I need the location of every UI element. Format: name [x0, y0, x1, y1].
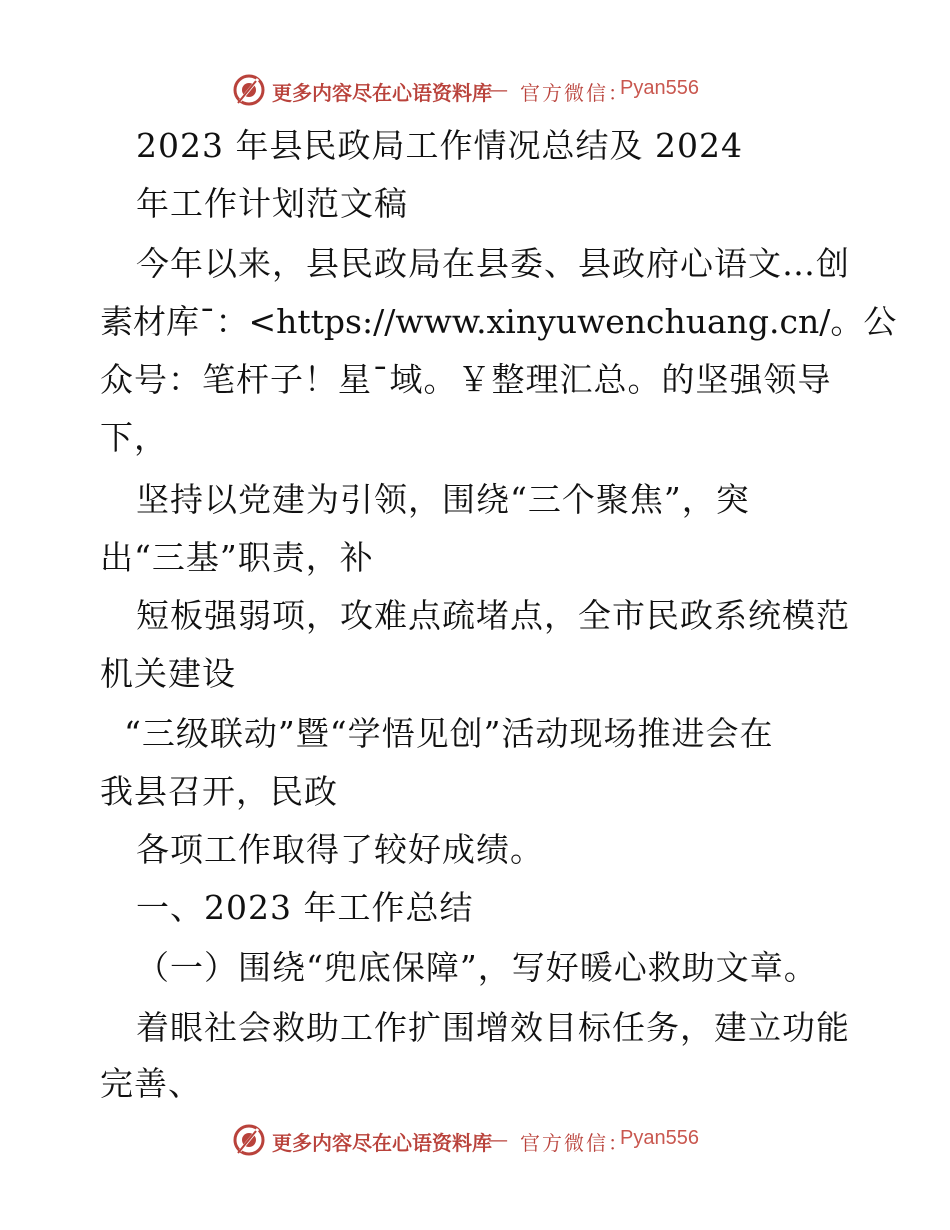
- body-line: 坚持以党建为引领，围绕“三个聚焦”，突: [136, 480, 750, 519]
- subsection-heading: （一）围绕“兜底保障”，写好暖心救助文章。: [136, 948, 818, 987]
- title-line-2: 年工作计划范文稿: [136, 184, 408, 223]
- body-line: 素材库¯：<https://www.xinyuwenchuang.cn/。公: [100, 302, 897, 341]
- body-line: 着眼社会救助工作扩围增效目标任务，建立功能: [136, 1008, 850, 1047]
- watermark-banner-top: [0, 70, 950, 110]
- watermark-separator: —: [488, 1127, 508, 1151]
- watermark-text: 更多内容尽在心语资料库: [272, 1131, 492, 1155]
- body-line: “三级联动”暨“学悟见创”活动现场推进会在: [124, 714, 774, 753]
- section-heading: 一、2023 年工作总结: [136, 888, 474, 927]
- body-line: 众号：笔杆子！星¯域。￥整理汇总。的坚强领导: [100, 360, 832, 399]
- body-line: 完善、: [100, 1064, 202, 1103]
- body-line: 我县召开，民政: [100, 772, 338, 811]
- watermark-banner-bottom: [0, 1120, 950, 1160]
- title-line-1: 2023 年县民政局工作情况总结及 2024: [136, 126, 743, 165]
- watermark-label: 官方微信：: [520, 81, 630, 105]
- body-line: 各项工作取得了较好成绩。: [136, 830, 544, 869]
- watermark-separator: —: [488, 77, 508, 101]
- pen-logo-icon: [232, 73, 266, 107]
- body-line: 出“三基”职责，补: [100, 538, 374, 577]
- watermark-wechat-id: Pyan556: [620, 1127, 699, 1149]
- body-line: 今年以来，县民政局在县委、县政府心语文…创: [136, 244, 850, 283]
- pen-logo-icon: [232, 1123, 266, 1157]
- body-line: 机关建设: [100, 654, 236, 693]
- watermark-text: 更多内容尽在心语资料库: [272, 81, 492, 105]
- body-line: 下，: [100, 418, 168, 457]
- watermark-label: 官方微信：: [520, 1131, 630, 1155]
- watermark-wechat-id: Pyan556: [620, 77, 699, 99]
- body-line: 短板强弱项，攻难点疏堵点，全市民政系统模范: [136, 596, 850, 635]
